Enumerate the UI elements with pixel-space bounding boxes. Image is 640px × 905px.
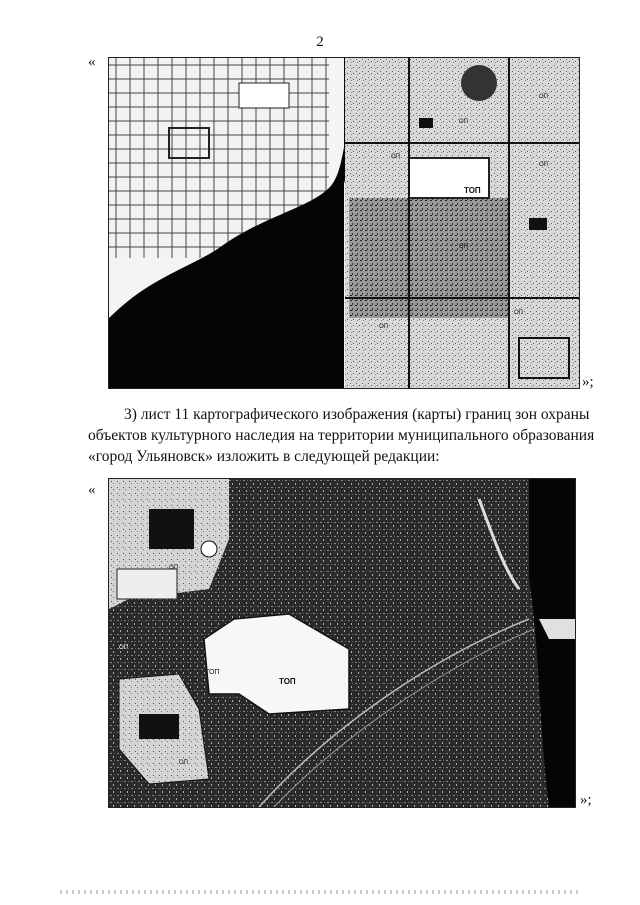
- map1-label: ОП: [391, 154, 400, 160]
- map1-label: ОП: [459, 119, 468, 125]
- map2-close-quote: »;: [580, 792, 592, 808]
- page-number: 2: [316, 34, 324, 50]
- map1-label: ОП: [459, 244, 468, 250]
- map2-label: ОП: [179, 760, 188, 766]
- map2-label: ОП: [159, 720, 168, 726]
- map1-open-quote: «: [88, 54, 96, 70]
- map1-label: ОП: [379, 324, 388, 330]
- paragraph-line-1: 3) лист 11 картографического изображения (карты) границ зон охраны: [124, 406, 590, 423]
- map-sheet-11-image: [109, 479, 575, 807]
- paragraph-line-2: объектов культурного наследия на территории муниципального образования: [88, 427, 595, 444]
- map2-label: ОП: [119, 645, 128, 651]
- amendment-paragraph: [88, 404, 608, 467]
- map2-label: ОП: [169, 565, 178, 571]
- map1-label: ОП: [539, 94, 548, 100]
- map1-label: ОП: [539, 162, 548, 168]
- paragraph-line-3: «город Ульяновск» изложить в следующей редакции:: [88, 448, 440, 465]
- map2-label-top: ТОП: [279, 677, 296, 686]
- map2-open-quote: «: [88, 482, 96, 498]
- map1-close-quote: »;: [582, 374, 594, 390]
- map-sheet-1: [108, 57, 580, 389]
- map-sheet-1-image: [109, 58, 579, 388]
- map1-label-top: ТОП: [464, 186, 481, 195]
- map2-label-top: ТОП: [205, 669, 220, 676]
- map-sheet-11: [108, 478, 576, 808]
- scan-artifact: [60, 890, 580, 894]
- map1-label: ОП: [514, 310, 523, 316]
